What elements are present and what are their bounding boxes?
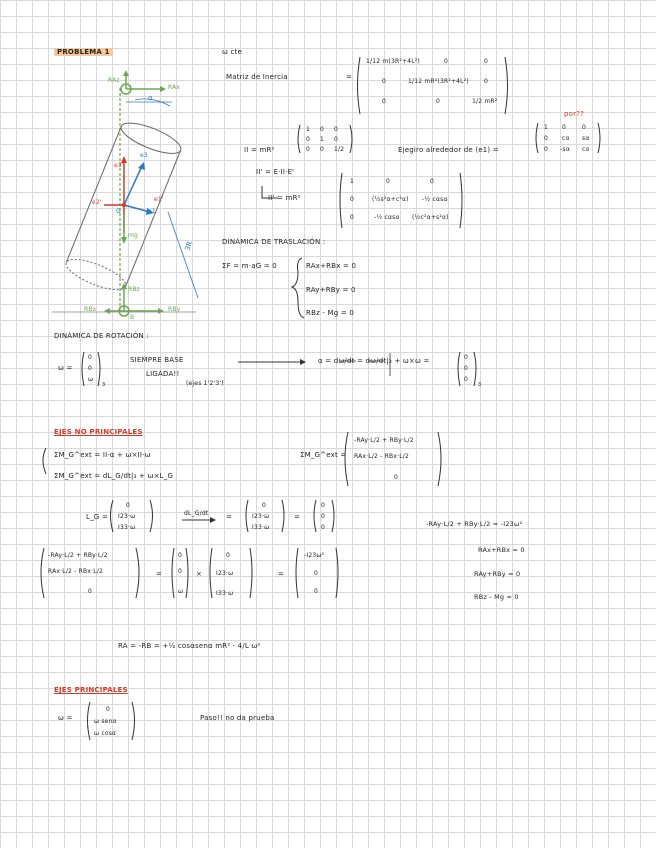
problem-title: PROBLEMA 1: [54, 48, 113, 56]
label-rb-right: RBy: [168, 306, 181, 313]
label-e3: e3: [140, 152, 148, 159]
np-right1: -RAy·L/2 + RBy·L/2 = -I23ω²: [426, 520, 523, 528]
tensor-line1: II = mR²: [244, 146, 275, 154]
np-mg-lhs: ΣM_G^ext =: [300, 451, 347, 459]
traslacion-title: DINÁMICA DE TRASLACIÓN :: [222, 238, 326, 246]
label-rax-top: RAx: [168, 84, 181, 91]
rotacion-w: ω =: [58, 364, 73, 372]
tensor-line3: II' = mR²: [268, 194, 301, 202]
traslacion-lhs: ΣF = m·aG = 0: [222, 262, 277, 270]
label-mg: mg: [128, 232, 139, 239]
label-alpha: α: [148, 94, 153, 102]
label-e1p: e1': [154, 196, 164, 203]
np-eq1: ΣM_G^ext = II·α + ω×II·ω: [54, 451, 151, 459]
np-right4: RBz - Mg = 0: [474, 593, 519, 601]
e3-axis: [124, 166, 142, 205]
label-length: 3R: [183, 240, 195, 252]
np-dlg: dL_G/dt: [184, 510, 209, 517]
label-e1: e1: [148, 208, 156, 215]
w-cte: ω cte: [222, 48, 242, 56]
por-note: por??: [564, 110, 585, 118]
rotacion-note1: SIEMPRE BASE: [130, 356, 184, 364]
traslacion-eq1: RAx+RBx = 0: [306, 262, 357, 270]
traslacion-eq3: RBz - Mg = 0: [306, 309, 354, 317]
np-lg-lhs: L_G =: [86, 513, 108, 521]
length-dim: [168, 212, 198, 298]
inertia-label: Matriz de Inercia: [226, 73, 288, 81]
label-e2p: e2': [92, 199, 102, 206]
no-principales-title: EJES NO PRINCIPALES: [54, 428, 143, 436]
np-right3: RAy+RBy = 0: [474, 570, 521, 578]
label-rb-left: RBx: [84, 306, 97, 313]
traslacion-eq2: RAy+RBy = 0: [306, 286, 356, 294]
rotacion-ejes: (ejes 1'2'3'): [186, 380, 224, 387]
rotacion-alpha-eq: α = dω/dt = dω/dt|₃ + ω×ω =: [318, 357, 430, 365]
label-ra-top: RAz: [108, 77, 120, 84]
giro-label: Ejegiro alrededor de (e1) =: [398, 146, 499, 154]
rotacion-title: DINÁMICA DE ROTACIÓN :: [54, 332, 149, 340]
np-right2: RAx+RBx = 0: [478, 546, 525, 554]
center-g: [122, 203, 126, 207]
principales-note: Paso!! no da prueba: [200, 714, 275, 722]
rotacion-note2: LIGADA!!: [146, 370, 180, 378]
e1-axis: [124, 205, 150, 212]
label-b: B: [130, 314, 135, 321]
tensor-line2: II' = E·II·Eᵗ: [256, 168, 295, 176]
label-g: G: [116, 208, 121, 215]
label-rb-top: RBz: [128, 286, 141, 293]
label-e3p: e3': [114, 162, 124, 169]
np-result: RA = -RB = +½ cosαsenα mR² · 4/L ω²: [118, 642, 261, 650]
principales-title: EJES PRINCIPALES: [54, 686, 128, 694]
principales-w: ω =: [58, 714, 73, 722]
np-eq2: ΣM_G^ext = dL_G/dt|₃ + ω×L_G: [54, 472, 174, 480]
